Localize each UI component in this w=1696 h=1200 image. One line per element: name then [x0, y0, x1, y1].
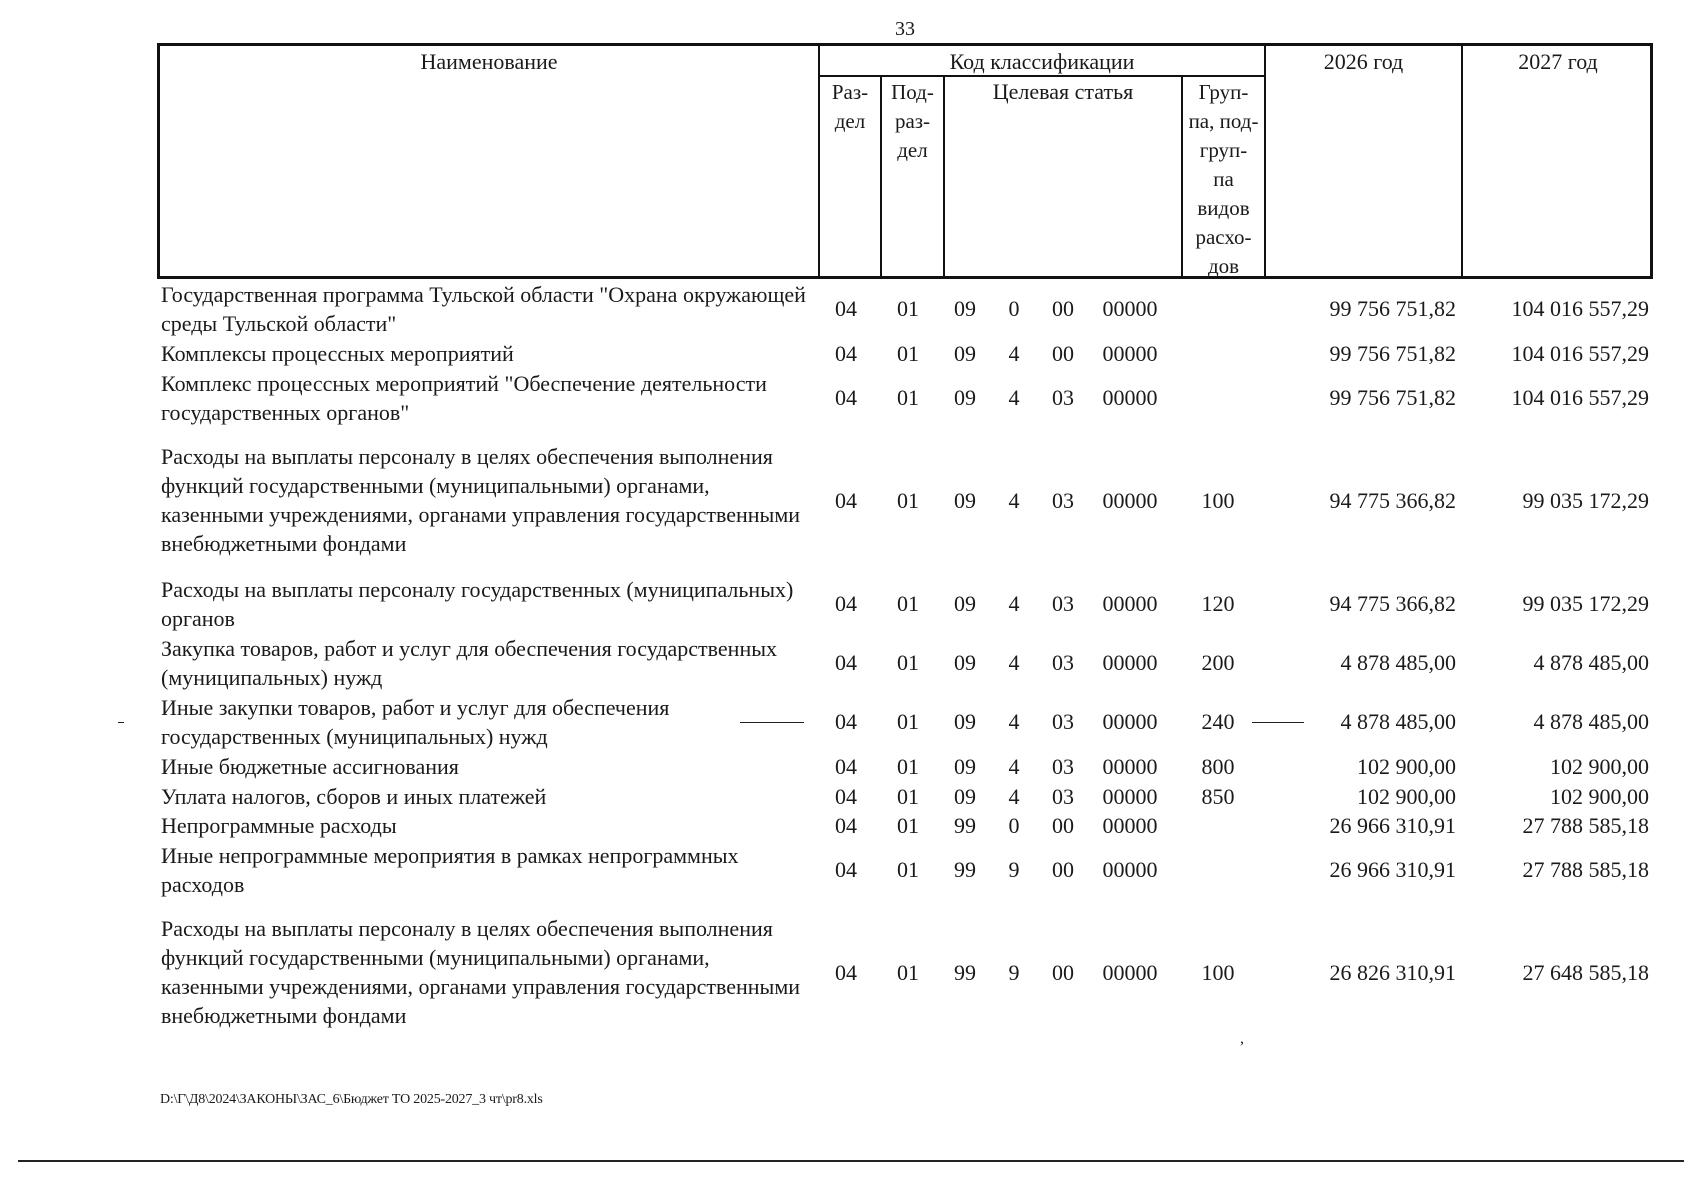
row-expense-group: 200 — [1201, 650, 1235, 675]
row-target-type: 9 — [1008, 960, 1020, 985]
row-target-type: 0 — [1008, 813, 1020, 838]
row-subsection: 01 — [897, 857, 919, 882]
table-row — [157, 811, 1653, 840]
row-amount-2027: 102 900,00 — [1550, 754, 1649, 779]
row-section: 04 — [835, 341, 857, 366]
header-subsection-line: дел — [897, 138, 928, 162]
row-amount-2026: 26 966 310,91 — [1329, 813, 1456, 838]
row-subsection: 01 — [897, 754, 919, 779]
row-amount-2027: 104 016 557,29 — [1511, 341, 1649, 366]
table-row — [157, 782, 1653, 811]
scan-mark — [740, 722, 804, 723]
row-target-direction: 00000 — [1102, 650, 1158, 675]
row-name: Непрограммные расходы — [161, 813, 397, 838]
row-section: 04 — [835, 650, 857, 675]
row-target-direction: 00000 — [1102, 591, 1158, 616]
row-amount-2026: 26 966 310,91 — [1329, 857, 1456, 882]
header-divider — [1264, 46, 1266, 276]
header-section-line: Раз- — [831, 80, 869, 104]
row-amount-2026: 94 775 366,82 — [1329, 488, 1456, 513]
row-target-structure: 03 — [1052, 754, 1074, 779]
row-target-type: 4 — [1008, 754, 1020, 779]
row-target-type: 4 — [1008, 341, 1020, 366]
row-amount-2027: 102 900,00 — [1550, 784, 1649, 809]
row-target-type: 4 — [1008, 385, 1020, 410]
row-target-structure: 03 — [1052, 709, 1074, 734]
row-name: Расходы на выплаты персоналу государственных (муниципальных) органов — [161, 577, 794, 631]
row-section: 04 — [835, 960, 857, 985]
row-target-direction: 00000 — [1102, 341, 1158, 366]
header-divider — [1461, 46, 1463, 276]
header-target-article: Целевая статья — [992, 79, 1134, 104]
header-section — [820, 78, 880, 136]
row-amount-2026: 99 756 751,82 — [1329, 296, 1456, 321]
row-name: Иные бюджетные ассигнования — [161, 754, 459, 779]
row-target-direction: 00000 — [1102, 813, 1158, 838]
row-name: Комплекс процессных мероприятий "Обеспечение деятельности государственных органов" — [161, 371, 767, 425]
row-expense-group: 100 — [1201, 488, 1235, 513]
row-expense-group: 800 — [1201, 754, 1235, 779]
row-target-program: 09 — [954, 709, 976, 734]
header-expense-group — [1183, 78, 1264, 281]
row-subsection: 01 — [897, 650, 919, 675]
row-section: 04 — [835, 591, 857, 616]
row-target-program: 09 — [954, 591, 976, 616]
header-section-line: дел — [834, 109, 866, 133]
row-target-direction: 00000 — [1102, 754, 1158, 779]
row-amount-2026: 102 900,00 — [1357, 784, 1456, 809]
row-name: Расходы на выплаты персоналу в целях обеспечения выполнения функций государственными (муниципальными) органами, казенными учреждениями, органами управления государственными внебюджетными фондами — [161, 916, 801, 1028]
bottom-rule — [18, 1160, 1684, 1162]
row-section: 04 — [835, 784, 857, 809]
row-name: Комплексы процессных мероприятий — [161, 341, 514, 366]
header-expense-group-line: па — [1213, 167, 1234, 191]
row-target-structure: 03 — [1052, 650, 1074, 675]
row-target-type: 9 — [1008, 857, 1020, 882]
header-name: Наименование — [420, 49, 558, 74]
row-target-direction: 00000 — [1102, 385, 1158, 410]
row-target-program: 09 — [954, 784, 976, 809]
scan-mark: , — [1240, 1030, 1244, 1047]
row-target-structure: 03 — [1052, 784, 1074, 809]
table-row — [157, 914, 1653, 1032]
row-target-program: 09 — [954, 296, 976, 321]
row-section: 04 — [835, 857, 857, 882]
table-row — [157, 634, 1653, 692]
row-target-structure: 03 — [1052, 385, 1074, 410]
row-target-program: 09 — [954, 385, 976, 410]
header-year-2026: 2026 год — [1323, 49, 1404, 74]
table-row — [157, 575, 1653, 633]
row-expense-group: 240 — [1201, 709, 1235, 734]
row-target-direction: 00000 — [1102, 709, 1158, 734]
header-year-2027: 2027 год — [1518, 49, 1598, 74]
row-subsection: 01 — [897, 784, 919, 809]
row-target-direction: 00000 — [1102, 960, 1158, 985]
row-amount-2026: 102 900,00 — [1357, 754, 1456, 779]
row-section: 04 — [835, 754, 857, 779]
row-target-program: 09 — [954, 754, 976, 779]
header-classification-code: Код классификации — [949, 49, 1135, 74]
file-path: D:\Г\Д8\2024\ЗАКОНЫ\ЗАС_6\Бюджет ТО 2025-2027_3 чт\pr8.xls — [160, 1092, 543, 1107]
row-section: 04 — [835, 296, 857, 321]
row-target-program: 99 — [954, 960, 976, 985]
table-row — [157, 752, 1653, 781]
header-expense-group-line: Груп- — [1198, 80, 1249, 104]
header-expense-group-line: расхо- — [1195, 225, 1252, 249]
row-target-direction: 00000 — [1102, 296, 1158, 321]
row-subsection: 01 — [897, 341, 919, 366]
row-amount-2026: 26 826 310,91 — [1329, 960, 1456, 985]
row-target-type: 0 — [1008, 296, 1020, 321]
row-target-program: 09 — [954, 488, 976, 513]
table-row — [157, 693, 1653, 751]
row-amount-2026: 99 756 751,82 — [1329, 385, 1456, 410]
row-subsection: 01 — [897, 960, 919, 985]
header-subsection-line: Под- — [891, 80, 934, 104]
row-amount-2027: 104 016 557,29 — [1511, 385, 1649, 410]
row-subsection: 01 — [897, 296, 919, 321]
row-section: 04 — [835, 709, 857, 734]
row-target-direction: 00000 — [1102, 857, 1158, 882]
row-target-structure: 00 — [1052, 296, 1074, 321]
row-target-program: 09 — [954, 341, 976, 366]
table-row — [157, 339, 1653, 368]
table-header — [157, 43, 1653, 279]
row-amount-2026: 94 775 366,82 — [1329, 591, 1456, 616]
row-name: Уплата налогов, сборов и иных платежей — [161, 784, 547, 809]
row-target-structure: 00 — [1052, 813, 1074, 838]
row-amount-2027: 27 648 585,18 — [1522, 960, 1649, 985]
table-row — [157, 280, 1653, 338]
row-target-program: 09 — [954, 650, 976, 675]
row-target-type: 4 — [1008, 650, 1020, 675]
row-section: 04 — [835, 385, 857, 410]
row-amount-2027: 27 788 585,18 — [1522, 857, 1649, 882]
row-name: Государственная программа Тульской области "Охрана окружающей среды Тульской области" — [161, 282, 806, 336]
row-target-direction: 00000 — [1102, 488, 1158, 513]
row-amount-2027: 27 788 585,18 — [1522, 813, 1649, 838]
row-subsection: 01 — [897, 709, 919, 734]
table-row — [157, 369, 1653, 427]
row-amount-2027: 4 878 485,00 — [1533, 650, 1649, 675]
header-expense-group-line: па, под- — [1188, 109, 1259, 133]
row-target-direction: 00000 — [1102, 784, 1158, 809]
row-amount-2027: 4 878 485,00 — [1533, 709, 1649, 734]
row-expense-group: 100 — [1201, 960, 1235, 985]
row-amount-2026: 99 756 751,82 — [1329, 341, 1456, 366]
row-target-structure: 03 — [1052, 591, 1074, 616]
header-expense-group-line: груп- — [1199, 138, 1248, 162]
row-target-type: 4 — [1008, 591, 1020, 616]
table-row — [157, 841, 1653, 899]
row-target-structure: 00 — [1052, 341, 1074, 366]
header-subsection — [882, 78, 943, 165]
row-amount-2027: 99 035 172,29 — [1522, 591, 1649, 616]
scan-mark — [118, 722, 124, 723]
row-subsection: 01 — [897, 385, 919, 410]
row-target-program: 99 — [954, 813, 976, 838]
row-amount-2027: 99 035 172,29 — [1522, 488, 1649, 513]
row-target-type: 4 — [1008, 784, 1020, 809]
row-target-structure: 00 — [1052, 960, 1074, 985]
scan-mark — [1252, 722, 1304, 723]
row-target-type: 4 — [1008, 488, 1020, 513]
row-section: 04 — [835, 813, 857, 838]
header-expense-group-line: дов — [1207, 254, 1240, 278]
row-name: Закупка товаров, работ и услуг для обеспечения государственных (муниципальных) нужд — [161, 636, 778, 690]
row-expense-group: 850 — [1201, 784, 1235, 809]
row-amount-2026: 4 878 485,00 — [1340, 709, 1456, 734]
row-section: 04 — [835, 488, 857, 513]
row-target-structure: 00 — [1052, 857, 1074, 882]
row-target-program: 99 — [954, 857, 976, 882]
page-number: 33 — [895, 18, 915, 40]
header-expense-group-line: видов — [1197, 196, 1250, 220]
row-subsection: 01 — [897, 591, 919, 616]
row-name: Иные непрограммные мероприятия в рамках непрограммных расходов — [161, 843, 739, 897]
row-target-type: 4 — [1008, 709, 1020, 734]
row-subsection: 01 — [897, 813, 919, 838]
header-subsection-line: раз- — [894, 109, 931, 133]
row-name: Расходы на выплаты персоналу в целях обеспечения выполнения функций государственными (муниципальными) органами, казенными учреждениями, органами управления государственными внебюджетными фондами — [161, 444, 801, 556]
row-target-structure: 03 — [1052, 488, 1074, 513]
row-subsection: 01 — [897, 488, 919, 513]
row-expense-group: 120 — [1201, 591, 1235, 616]
table-row — [157, 442, 1653, 560]
row-name: Иные закупки товаров, работ и услуг для обеспечения государственных (муниципальных) нужд — [161, 695, 670, 749]
row-amount-2026: 4 878 485,00 — [1340, 650, 1456, 675]
row-amount-2027: 104 016 557,29 — [1511, 296, 1649, 321]
